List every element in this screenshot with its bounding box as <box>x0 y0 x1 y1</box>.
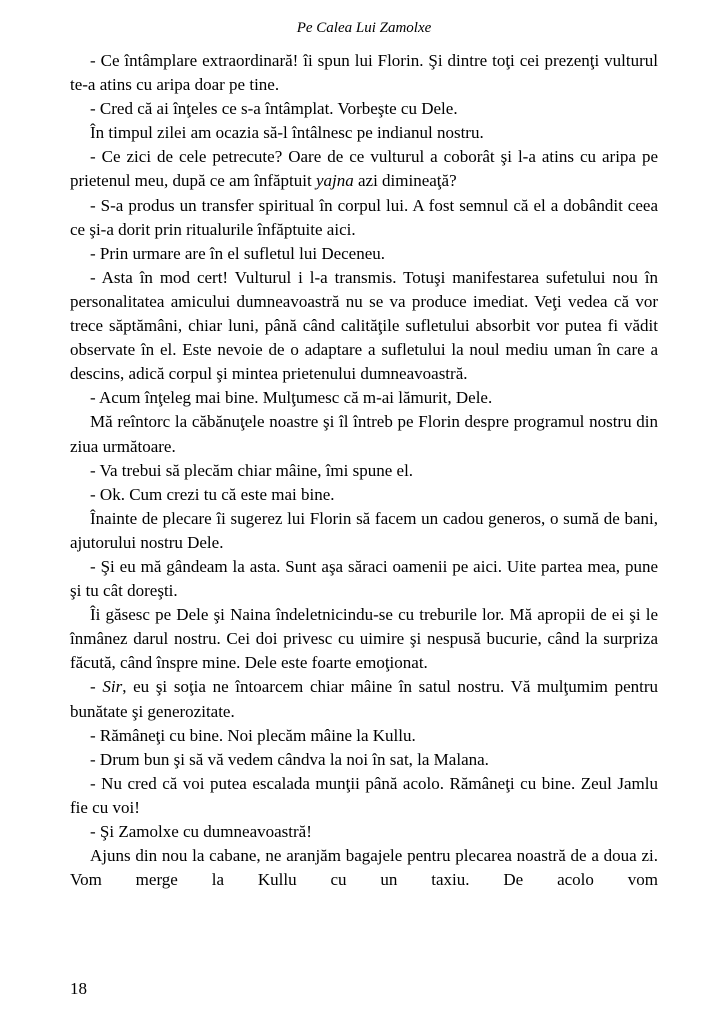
paragraph: Înainte de plecare îi sugerez lui Florin să facem un cadou generos, o sumă de bani, ajutorului nostru Dele. <box>70 508 658 552</box>
paragraph: - Şi eu mă gândeam la asta. Sunt aşa săraci oamenii pe aici. Uite partea mea, pune şi tu cât doreşti. <box>70 556 658 601</box>
paragraph: - Nu cred că voi putea escalada munţii până acolo. Rămâneţi cu bine. Zeul Jamlu fie cu voi! <box>70 773 658 817</box>
paragraph: - Asta în mod cert! Vulturul i l-a transmis. Totuşi manifestarea sufetului nou în personalitatea amicului dumneavoastră nu se va produce imediat. Veţi vedea că vor trece săptămâni, chiar luni, până când calităţile sufletului absorbit vor putea fi vădit observate în el. Este nevoie de o adaptare a sufletului la noul mediu uman în care a descins, adică corpul şi mintea prietenului dumneavoastră. <box>70 267 658 384</box>
paragraph: - Ok. Cum crezi tu că este mai bine. <box>90 484 335 504</box>
paragraph: - S-a produs un transfer spiritual în corpul lui. A fost semnul că el a dobândit ceea ce şi-a dorit prin ritualurile înfăptuite aici. <box>70 195 658 239</box>
paragraph: - Va trebui să plecăm chiar mâine, îmi spune el. <box>90 460 414 480</box>
paragraph: - Şi Zamolxe cu dumneavoastră! <box>90 822 312 841</box>
italic-term: Sir <box>102 677 123 697</box>
paragraph: - Rămâneţi cu bine. Noi plecăm mâine la Kullu. <box>90 725 416 745</box>
paragraph: - Ce zici de cele petrecute? Oare de ce vulturul a coborât şi l-a atins cu aripa pe prietenul meu, după ce am înfăptuit yajna azi dimineaţă? <box>70 147 658 191</box>
paragraph: - Sir, eu şi soţia ne întoarcem chiar mâine în satul nostru. Vă mulţumim pentru bunătate şi generozitate. <box>70 677 658 721</box>
italic-term: yajna <box>315 171 354 191</box>
paragraph: - Drum bun şi să vă vedem cândva la noi în sat, la Malana. <box>90 749 489 769</box>
paragraph: Ajuns din nou la cabane, ne aranjăm bagajele pentru plecarea noastră de a doua zi. Vom merge la Kullu cu un taxiu. De acolo vom <box>70 846 658 890</box>
paragraph: Îi găsesc pe Dele şi Naina îndeletnicindu-se cu treburile lor. Mă apropii de ei şi le înmânez darul nostru. Cei doi privesc cu uimire şi nespusă bucurie, când la surpriza făcută, când înspre mine. Dele este foarte emoţionat. <box>70 605 658 673</box>
paragraph: - Acum înţeleg mai bine. Mulţumesc că m-ai lămurit, Dele. <box>90 388 493 408</box>
paragraph: În timpul zilei am ocazia să-l întâlnesc pe indianul nostru. <box>90 123 484 143</box>
page-number: 18 <box>70 979 87 998</box>
body-text <box>70 49 658 892</box>
paragraph: - Ce întâmplare extraordinară! îi spun lui Florin. Şi dintre toţi cei prezenţi vulturul te-a atins cu aripa doar pe tine. <box>70 51 658 95</box>
paragraph: - Cred că ai înţeles ce s-a întâmplat. Vorbeşte cu Dele. <box>90 99 458 119</box>
paragraph: Mă reîntorc la căbănuţele noastre şi îl întreb pe Florin despre programul nostru din ziua următoare. <box>70 412 658 456</box>
running-header: Pe Calea Lui Zamolxe <box>296 20 432 36</box>
paragraph: - Prin urmare are în el sufletul lui Deceneu. <box>90 243 386 263</box>
